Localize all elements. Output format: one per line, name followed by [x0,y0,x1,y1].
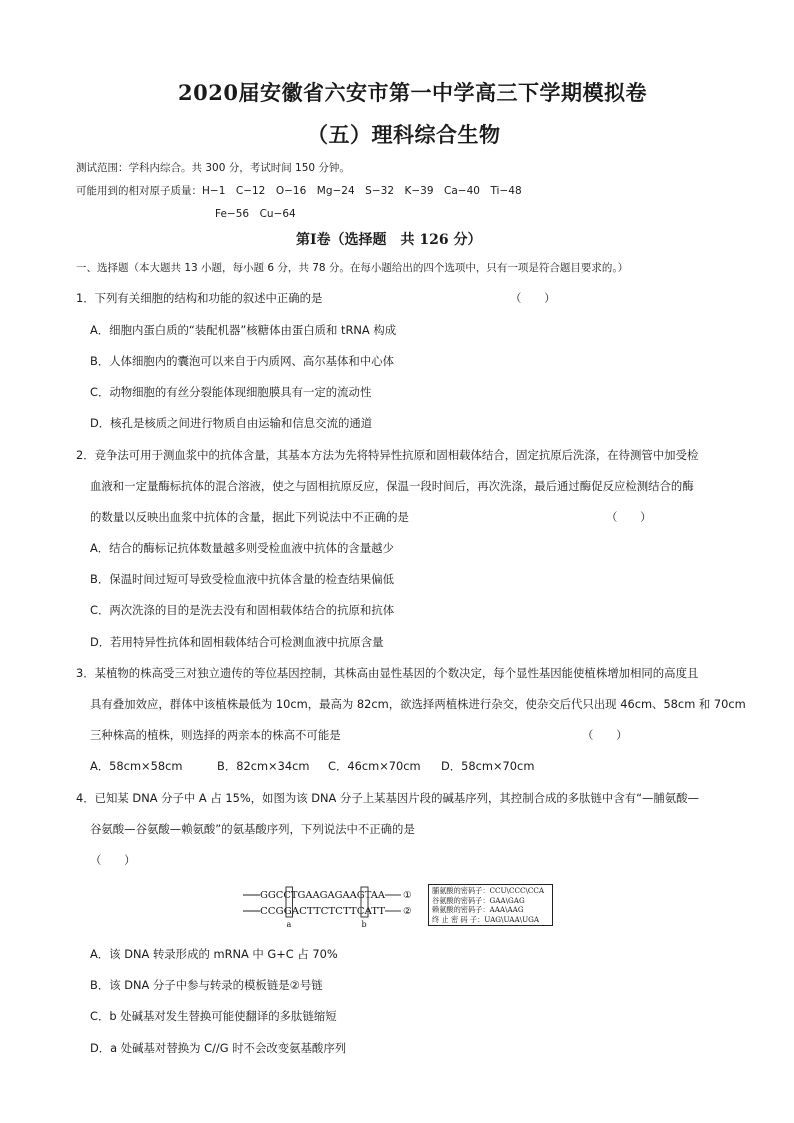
codon-row-lysine: 赖氨酸的密码子：AAA\AAG [432,905,524,915]
q3-option-a: A．58cm×58cm [90,759,183,773]
q2-stem-line2: 血液和一定量酶标抗体的混合溶液，使之与固相抗原反应，保温一段时间后，再次洗涤，最后通过酶促反应检测结合的酶 [90,479,694,493]
strand2-sequence: CCGGACTTCTCTTCATT [260,907,385,917]
q4-stem-line1: 4．已知某 DNA 分子中 A 占 15%，如图为该 DNA 分子上某基因片段的碱基序列，其控制合成的多肽链中含有“—脯氨酸— [76,791,699,805]
q2-stem-line1: 2．竞争法可用于测血浆中的抗体含量，其基本方法为先将特异性抗原和固相载体结合，固定抗原后洗涤，在待测管中加受检 [76,448,699,462]
q4-option-c: C．b 处碱基对发生替换可能使翻译的多肽链缩短 [90,1009,337,1023]
q1-option-b: B．人体细胞内的囊泡可以来自于内质网、高尔基体和中心体 [90,354,394,368]
test-scope: 测试范围：学科内综合。共 300 分，考试时间 150 分钟。 [76,162,350,174]
atomic-masses-line2: Fe−56 Cu−64 [215,208,296,220]
q4-answer-bracket: （ ） [90,853,136,867]
q2-stem-line3: 的数量以反映出血浆中抗体的含量，据此下列说法中不正确的是 [90,510,409,524]
codon-table [428,884,553,926]
q3-stem-line1: 3．某植物的株高受三对独立遗传的等位基因控制，其株高由显性基因的个数决定，每个显性基因能使植株增加相同的高度且 [76,666,699,680]
q3-option-b: B．82cm×34cm [217,759,310,773]
q4-option-a: A．该 DNA 转录形成的 mRNA 中 G+C 占 70% [90,947,338,961]
q3-stem-line3: 三种株高的植株，则选择的两亲本的株高不可能是 [90,728,341,742]
strand2-mark: ② [403,906,412,917]
q2-option-a: A．结合的酶标记抗体数量越多则受检血液中抗体的含量越少 [90,541,394,555]
q3-option-d: D．58cm×70cm [441,759,535,773]
page-title: 2020届安徽省六安市第一中学高三下学期模拟卷 [178,80,647,105]
strand1-mark: ① [403,890,412,901]
atomic-masses-line1: 可能用到的相对原子质量：H−1 C−12 O−16 Mg−24 S−32 K−39 Ca−40 Ti−48 [76,185,522,197]
strand1-sequence: GGCCTGAAGAGAAGTAA [260,891,386,901]
q1-option-d: D．核孔是核质之间进行物质自由运输和信息交流的通道 [90,416,373,430]
q1-stem: 1．下列有关细胞的结构和功能的叙述中正确的是 [76,291,323,305]
q3-option-c: C．46cm×70cm [328,759,421,773]
q4-option-b: B．该 DNA 分子中参与转录的模板链是②号链 [90,978,323,992]
codon-row-glutamate: 谷氨酸的密码子：GAA\GAG [432,895,525,905]
q4-stem-line2: 谷氨酸—谷氨酸—赖氨酸”的氨基酸序列，下列说法中不正确的是 [90,822,415,836]
q1-option-a: A．细胞内蛋白质的“装配机器”核糖体由蛋白质和 tRNA 构成 [90,323,397,337]
q1-option-c: C．动物细胞的有丝分裂能体现细胞膜具有一定的流动性 [90,385,372,399]
site-a-label: a [286,920,292,929]
site-b-label: b [361,920,367,929]
q3-answer-bracket: （ ） [582,728,628,742]
q1-answer-bracket: （ ） [510,291,556,305]
codon-row-proline: 脯氨酸的密码子：CCU\CCC\CCA [432,886,545,895]
q4-option-d: D．a 处碱基对替换为 C//G 时不会改变氨基酸序列 [90,1041,347,1055]
q2-option-c: C．两次洗涤的目的是洗去没有和固相载体结合的抗原和抗体 [90,603,395,617]
codon-row-stop: 终 止 密 码 子：UAG\UAA\UGA [432,914,540,924]
q3-stem-line2: 具有叠加效应，群体中该植株最低为 10cm，最高为 82cm，欲选择两植株进行杂交，使杂交后代只出现 46cm、58cm 和 70cm [90,697,746,711]
section-instructions: 一、选择题（本大题共 13 小题，每小题 6 分，共 78 分。在每小题给出的四个选项中，只有一项是符合题目要求的。） [76,262,629,274]
q2-answer-bracket: （ ） [606,510,652,524]
page-subtitle: （五）理科综合生物 [307,122,501,147]
q2-option-d: D．若用特异性抗体和固相载体结合可检测血液中抗原含量 [90,635,384,649]
q2-option-b: B．保温时间过短可导致受检血液中抗体含量的检查结果偏低 [90,572,394,586]
section-title: 第Ⅰ卷（选择题 共 126 分） [296,232,482,248]
